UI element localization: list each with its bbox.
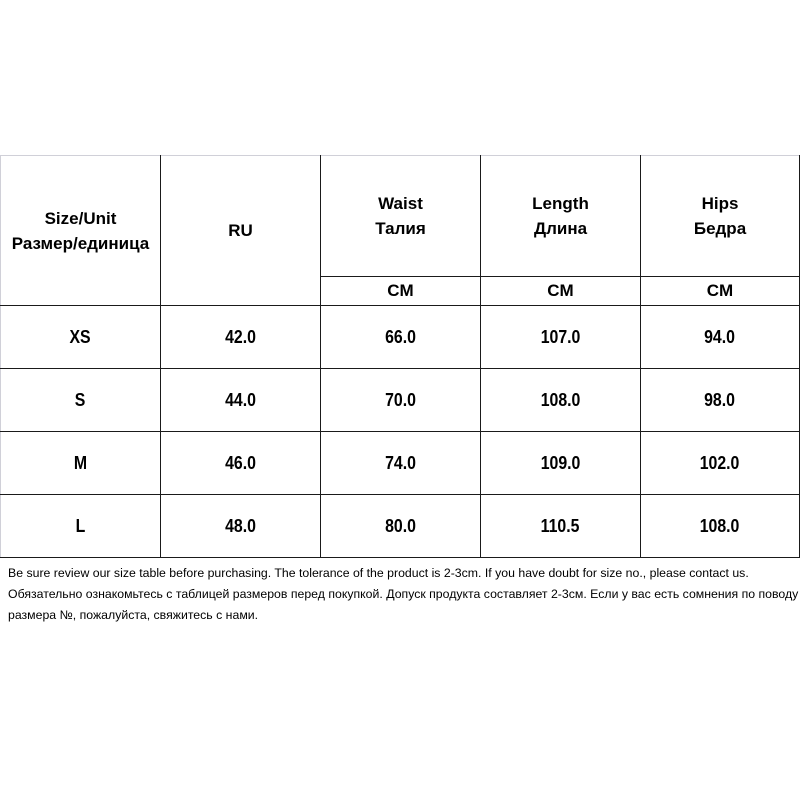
- note-line-ru-2: размера №, пожалуйста, свяжитесь с нами.: [8, 608, 259, 622]
- header-size-unit: [1, 156, 161, 306]
- header-length-ru: Длина: [533, 219, 588, 238]
- header-hips-ru: Бедра: [693, 219, 747, 238]
- header-hips-en: Hips: [701, 194, 739, 213]
- header-length: [481, 156, 641, 277]
- cell-length: 108.0: [481, 369, 641, 432]
- cell-ru: 48.0: [161, 495, 321, 558]
- header-length-en: Length: [532, 194, 589, 213]
- header-size-ru: Размер/единица: [11, 233, 150, 253]
- header-waist-ru: Талия: [375, 219, 426, 238]
- cell-waist: 80.0: [321, 495, 481, 558]
- cell-hips: 98.0: [641, 369, 800, 432]
- cell-ru: 44.0: [161, 369, 321, 432]
- cell-length: 110.5: [481, 495, 641, 558]
- cell-ru: 42.0: [161, 306, 321, 369]
- cell-hips: 94.0: [641, 306, 800, 369]
- cell-waist: 74.0: [321, 432, 481, 495]
- table-row-s: [1, 369, 800, 432]
- header-ru: [161, 156, 321, 306]
- table-row-l: [1, 495, 800, 558]
- header-size-en: Size/Unit: [44, 208, 117, 228]
- size-chart-table: [0, 155, 800, 558]
- table-row-xs: [1, 306, 800, 369]
- unit-waist: CM: [321, 277, 481, 306]
- note-line-en: Be sure review our size table before purchasing. The tolerance of the product is 2-3cm. If you have doubt for size no., please contact us.: [8, 566, 749, 580]
- unit-hips: CM: [641, 277, 800, 306]
- cell-size: M: [1, 432, 161, 495]
- note-line-ru-1: Обязательно ознакомьтесь с таблицей размеров перед покупкой. Допуск продукта составляет 2-3см. Если у вас есть сомнения по поводу: [8, 587, 799, 601]
- cell-size: S: [1, 369, 161, 432]
- cell-size: L: [1, 495, 161, 558]
- cell-hips: 102.0: [641, 432, 800, 495]
- table-row-m: [1, 432, 800, 495]
- size-notes: [8, 563, 798, 626]
- header-waist: [321, 156, 481, 277]
- cell-ru: 46.0: [161, 432, 321, 495]
- cell-waist: 70.0: [321, 369, 481, 432]
- cell-waist: 66.0: [321, 306, 481, 369]
- cell-hips: 108.0: [641, 495, 800, 558]
- cell-length: 109.0: [481, 432, 641, 495]
- header-waist-en: Waist: [378, 194, 423, 213]
- header-ru-label: RU: [228, 221, 253, 240]
- unit-length: CM: [481, 277, 641, 306]
- cell-size: XS: [1, 306, 161, 369]
- cell-length: 107.0: [481, 306, 641, 369]
- header-hips: [641, 156, 800, 277]
